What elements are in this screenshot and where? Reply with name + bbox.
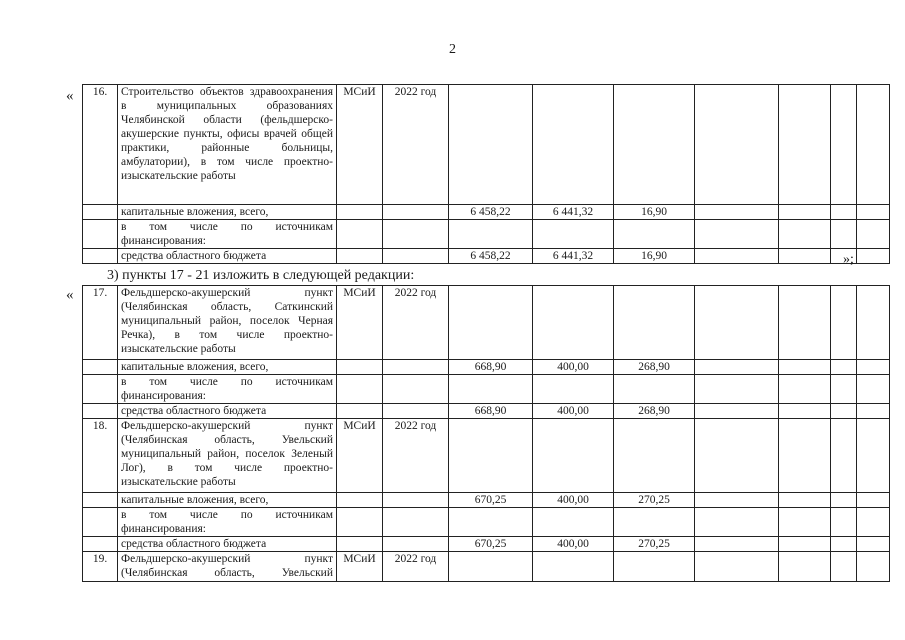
measure-name: Фельдшерско-акушерский пункт (Челябинская область, Увельский муниципальный район, поселок Зеленый Лог), в том числе проектно-изыскательские работы bbox=[118, 419, 337, 493]
value-cell: 268,90 bbox=[614, 404, 695, 419]
value-cell: 400,00 bbox=[533, 360, 614, 375]
measure-name: Строительство объектов здравоохранения в муниципальных образованиях Челябинской области (фельдшерско-акушерские пункты, офисы врачей общей практики, районные больницы, амбулатории), в том числе проектно-изыскательские работы bbox=[118, 85, 337, 205]
measures-table-part-2 bbox=[82, 285, 890, 582]
table-row bbox=[83, 537, 890, 552]
value-cell: 6 441,32 bbox=[533, 249, 614, 264]
measure-name: Фельдшерско-акушерский пункт (Челябинская область, Саткинский муниципальный район, поселок Черная Речка), в том числе проектно-изыскательские работы bbox=[118, 286, 337, 360]
table-row bbox=[83, 493, 890, 508]
year-cell: 2022 год bbox=[383, 286, 449, 360]
page-number: 2 bbox=[449, 42, 456, 57]
value-cell: 16,90 bbox=[614, 205, 695, 220]
sources-label: в том числе по источникам финансирования: bbox=[118, 508, 337, 537]
measures-table-part-1 bbox=[82, 84, 890, 264]
capital-label: капитальные вложения, всего, bbox=[118, 360, 337, 375]
table-row bbox=[83, 375, 890, 404]
value-cell: 6 441,32 bbox=[533, 205, 614, 220]
budget-label: средства областного бюджета bbox=[118, 249, 337, 264]
table-row bbox=[83, 286, 890, 360]
year-cell: 2022 год bbox=[383, 552, 449, 582]
table-row bbox=[83, 508, 890, 537]
measure-name: Фельдшерско-акушерский пункт (Челябинская область, Увельский bbox=[118, 552, 337, 582]
budget-label: средства областного бюджета bbox=[118, 537, 337, 552]
agency-cell: МСиИ bbox=[337, 85, 383, 205]
row-number: 18. bbox=[83, 419, 118, 493]
year-cell: 2022 год bbox=[383, 419, 449, 493]
capital-label: капитальные вложения, всего, bbox=[118, 205, 337, 220]
budget-label: средства областного бюджета bbox=[118, 404, 337, 419]
agency-cell: МСиИ bbox=[337, 419, 383, 493]
row-number: 19. bbox=[83, 552, 118, 582]
value-cell: 400,00 bbox=[533, 404, 614, 419]
agency-cell: МСиИ bbox=[337, 552, 383, 582]
amendment-heading: 3) пункты 17 - 21 изложить в следующей редакции: bbox=[107, 268, 415, 283]
table-row bbox=[83, 220, 890, 249]
value-cell: 400,00 bbox=[533, 493, 614, 508]
year-cell: 2022 год bbox=[383, 85, 449, 205]
value-cell: 6 458,22 bbox=[449, 249, 533, 264]
table-row bbox=[83, 205, 890, 220]
table-row bbox=[83, 419, 890, 493]
capital-label: капитальные вложения, всего, bbox=[118, 493, 337, 508]
value-cell: 270,25 bbox=[614, 537, 695, 552]
value-cell: 400,00 bbox=[533, 537, 614, 552]
value-cell: 670,25 bbox=[449, 537, 533, 552]
row-number: 17. bbox=[83, 286, 118, 360]
table-row bbox=[83, 249, 890, 264]
value-cell: 16,90 bbox=[614, 249, 695, 264]
value-cell: 270,25 bbox=[614, 493, 695, 508]
table-row bbox=[83, 404, 890, 419]
value-cell: 6 458,22 bbox=[449, 205, 533, 220]
sources-label: в том числе по источникам финансирования: bbox=[118, 220, 337, 249]
table-row bbox=[83, 85, 890, 205]
open-quote-mark: « bbox=[66, 287, 74, 303]
table-row bbox=[83, 552, 890, 582]
value-cell: 668,90 bbox=[449, 404, 533, 419]
open-quote-mark: « bbox=[66, 88, 74, 104]
close-quote-mark: »; bbox=[843, 252, 854, 267]
value-cell: 268,90 bbox=[614, 360, 695, 375]
agency-cell: МСиИ bbox=[337, 286, 383, 360]
value-cell: 670,25 bbox=[449, 493, 533, 508]
sources-label: в том числе по источникам финансирования: bbox=[118, 375, 337, 404]
value-cell: 668,90 bbox=[449, 360, 533, 375]
row-number: 16. bbox=[83, 85, 118, 205]
table-row bbox=[83, 360, 890, 375]
